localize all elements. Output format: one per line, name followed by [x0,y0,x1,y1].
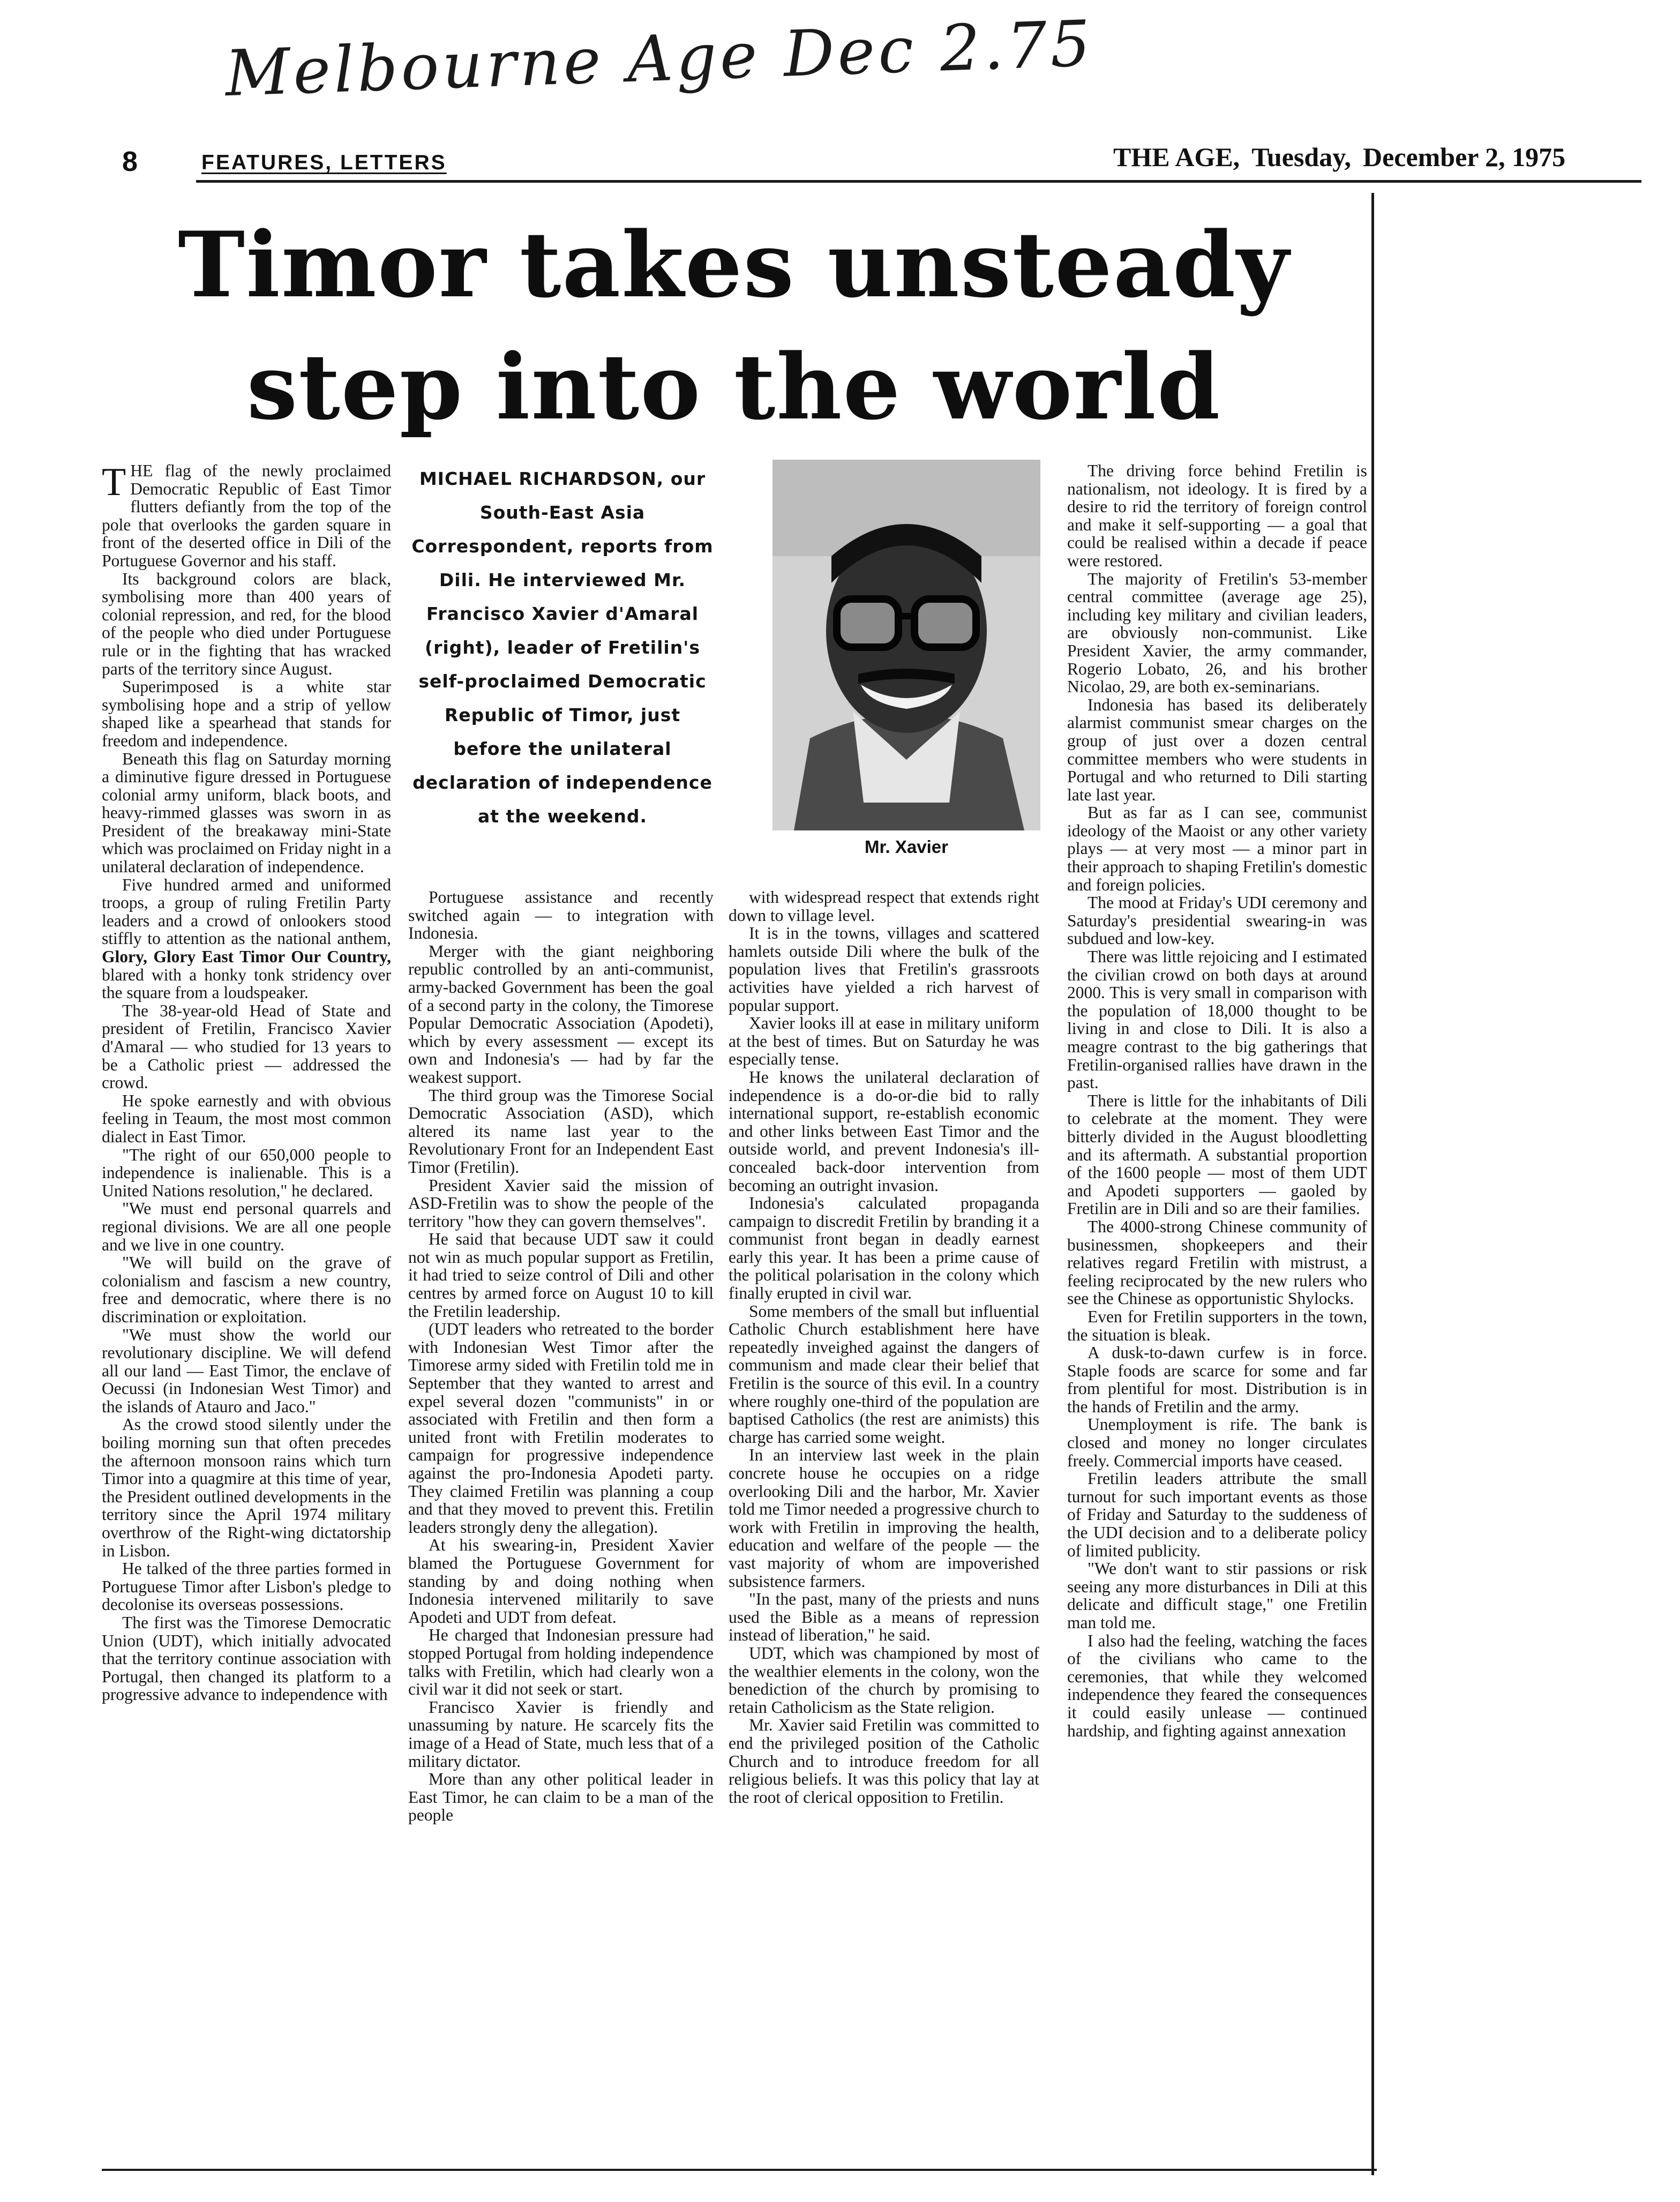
article-paragraph: "We must show the world our revolutionary discipline. We will defend all our land — East Timor, the enclave of Oecussi (in Indonesian West Timor) and the islands of Atauro and Jaco." [102,1325,391,1416]
byline: MICHAEL RICHARDSON, our South-East Asia Correspondent, reports from Dili. He interviewed Mr. Francisco Xavier d'Amaral (right), leader of Fretilin's self-proclaimed Democratic Republic of Timor, just before the unilateral declaration of independence at the weekend. [411,468,714,827]
article-paragraph: "We will build on the grave of colonialism and fascism a new country, free and democratic, where there is no discrimination or exploitation. [102,1253,391,1326]
article-paragraph: It is in the towns, villages and scattered hamlets outside Dili where the bulk of the population lives that Fretilin's grassroots activities have yielded a rich harvest of popular support. [729,924,1039,1015]
article-paragraph: As the crowd stood silently under the boiling morning sun that often precedes the afternoon monsoon rains which turn Timor into a quagmire at this time of year, the President outlined developments in the territory since the April 1974 military overthrow of the Right-wing dictatorship in Lisbon. [102,1415,391,1560]
article-paragraph: Merger with the giant neighboring republic controlled by an anti-communist, army-backed Government has been the goal of a second party in the colony, the Timorese Popular Democratic Association (Apodeti), which by every assessment — except its own and Indonesia's — had by far the weakest support. [408,941,714,1087]
section-label: FEATURES, LETTERS [201,151,447,174]
article-paragraph: Mr. Xavier said Fretilin was committed to end the privileged position of the Catholic Church and to introduce freedom for all religious beliefs. It was this policy that lay at the root of clerical opposition to Fretilin. [729,1716,1039,1807]
drop-cap: T [102,460,126,504]
headline-line-2: step into the world [246,334,1221,440]
article-paragraph: The majority of Fretilin's 53-member central committee (average age 25), including key military and civilian leaders, are obviously non-communist. Like President Xavier, the army commander, Rogerio Lobato, 26, and his brother Nicolao, 29, are both ex-seminarians. [1067,569,1367,696]
handwritten-annotation: Melbourne Age Dec 2.75 [224,6,1095,111]
article-paragraph: (UDT leaders who retreated to the border with Indonesian West Timor after the Timorese army sided with Fretilin told me in September that they wanted to arrest and expel several dozen "communists" in or associated with Fretilin and then form a united front with Fretilin moderates to campaign for progressive independence against the pro-Indonesia Apodeti party. They claimed Fretilin was planning a coup and that they moved to prevent this. Fretilin leaders strongly deny the allegation). [408,1320,714,1537]
article-paragraph: The third group was the Timorese Social Democratic Association (ASD), which altered its name last year to the Revolutionary Front for an Independent East Timor (Fretilin). [408,1085,714,1177]
article-paragraph: Fretilin leaders attribute the small turnout for such important events as those of Friday and Saturday to the suddeness of the UDI decision and to a deliberate policy of limited publicity. [1067,1469,1367,1560]
article-paragraph: Even for Fretilin supporters in the town, the situation is bleak. [1067,1307,1367,1344]
article-column-4 [1067,462,1367,1740]
article-paragraph: "The right of our 650,000 people to independence is inalienable. This is a United Nations resolution," he declared. [102,1145,391,1200]
article-paragraph: Five hundred armed and uniformed troops, a group of ruling Fretilin Party leaders and a crowd of onlookers stood stiffly to attention as the national anthem, Glory, Glory East Timor Our Country, blared with a honky tonk stridency over the square from a loudspeaker. [102,875,391,1002]
article-paragraph: The mood at Friday's UDI ceremony and Saturday's presidential swearing-in was subdued and low-key. [1067,893,1367,948]
article-column-1 [102,462,391,1704]
article-paragraph: Indonesia's calculated propaganda campaign to discredit Fretilin by branding it a communist front began in deadly earnest early this year. It has been a prime cause of the political polarisation in the colony which finally erupted in civil war. [729,1194,1039,1303]
article-paragraph: He talked of the three parties formed in Portuguese Timor after Lisbon's pledge to decolonise its overseas possessions. [102,1559,391,1614]
article-paragraph: I also had the feeling, watching the faces of the civilians who came to the ceremonies, that while they welcomed independence they feared the consequences it could easily unlease — continued hardship, and fighting against annexation [1067,1631,1367,1740]
article-paragraph: Xavier looks ill at ease in military uniform at the best of times. But on Saturday he was especially tense. [729,1014,1039,1069]
header-rule [196,180,1641,183]
portrait-image [772,460,1040,830]
article-paragraph: Francisco Xavier is friendly and unassuming by nature. He scarcely fits the image of a Head of State, much less that of a military dictator. [408,1697,714,1771]
article-paragraph: Beneath this flag on Saturday morning a diminutive figure dressed in Portuguese colonial army uniform, black boots, and heavy-rimmed glasses was sworn in as President of the breakaway mini-State which was proclaimed on Friday night in a unilateral declaration of independence. [102,749,391,877]
photo-caption: Mr. Xavier [865,837,948,857]
article-paragraph: In an interview last week in the plain concrete house he occupies on a ridge overlooking Dili and the harbor, Mr. Xavier told me Timor needed a progressive church to work with Fretilin in improving the health, education and welfare of the people — the vast majority of whom are impoverished subsistence farmers. [729,1445,1039,1591]
article-paragraph: President Xavier said the mission of ASD-Fretilin was to show the people of the territory "how they can govern themselves". [408,1175,714,1231]
article-column-3 [729,888,1039,1806]
article-paragraph: with widespread respect that extends right down to village level. [729,888,1039,925]
article-paragraph: More than any other political leader in East Timor, he can claim to be a man of the people [408,1770,714,1825]
article-paragraph: He spoke earnestly and with obvious feeling in Teaum, the most most common dialect in East Timor. [102,1091,391,1146]
weekday: Tuesday, [1251,142,1351,172]
article-paragraph: There was little rejoicing and I estimated the civilian crowd on both days at around 2000. This is very small in comparison with the population of 18,000 thought to be living in and close to Dili. It is also a meagre contrast to the big gatherings that Fretilin-organised rallies have drawn in the past. [1067,947,1367,1092]
headline [107,204,1361,448]
article-paragraph: "We must end personal quarrels and regional divisions. We are all one people and we live in one country. [102,1199,391,1254]
article-column-2 [408,888,714,1824]
article-paragraph: UDT, which was championed by most of the wealthier elements in the colony, won the benediction of the church by promising to retain Catholicism as the State religion. [729,1643,1039,1717]
article-paragraph: There is little for the inhabitants of Dili to celebrate at the moment. They were bitterly divided in the August bloodletting and its aftermath. A substantial proportion of the 1600 people — most of them UDT and Apodeti supporters — gaoled by Fretilin are in Dili and so are their families. [1067,1091,1367,1218]
article-paragraph: "We don't want to stir passions or risk seeing any more disturbances in Dili at this delicate and difficult stage," one Fretilin man told me. [1067,1559,1367,1632]
article-paragraph: "In the past, many of the priests and nuns used the Bible as a means of repression instead of liberation," he said. [729,1590,1039,1645]
article-paragraph: He said that because UDT saw it could not win as much popular support as Fretilin, it had tried to seize control of Dili and other centres by armed force on August 10 to kill the Fretilin leadership. [408,1230,714,1321]
article-paragraph: Superimposed is a white star symbolising hope and a strip of yellow shaped like a spearhead that stands for freedom and independence. [102,677,391,750]
article-paragraph: But as far as I can see, communist ideology of the Maoist or any other variety plays — at very most — a minor part in their approach to shaping Fretilin's domestic and foreign policies. [1067,803,1367,894]
article-paragraph: The first was the Timorese Democratic Union (UDT), which initially advocated that the territory continue association with Portugal, then changed its platform to a progressive advance to independence with [102,1613,391,1704]
article-paragraph: The 4000-strong Chinese community of businessmen, shopkeepers and their relatives regard Fretilin with mistrust, a feeling reciprocated by the new rulers who see the Chinese as opportunistic Shylocks. [1067,1217,1367,1308]
article-paragraph: THE flag of the newly proclaimed Democratic Republic of East Timor flutters defiantly from the top of the pole that overlooks the garden square in front of the deserted office in Dili of the Portuguese Governor and his staff. [102,460,391,570]
article-paragraph: A dusk-to-dawn curfew is in force. Staple foods are scarce for some and far from plentiful for most. Distribution is in the hands of Fretilin and the army. [1067,1343,1367,1416]
article-paragraph: The 38-year-old Head of State and president of Fretilin, Francisco Xavier d'Amaral — who studied for 13 years to be a Catholic priest — addressed the crowd. [102,1001,391,1092]
article-paragraph: Its background colors are black, symbolising more than 400 years of colonial repression, and red, for the blood of the people who died under Portuguese rule or in the fighting that has wracked parts of the territory since August. [102,569,391,678]
portrait-photo [772,460,1040,830]
page-number: 8 [122,146,138,177]
article-paragraph: At his swearing-in, President Xavier blamed the Portuguese Government for standing by and doing nothing when Indonesia intervened militarily to save Apodeti and UDT from defeat. [408,1536,714,1627]
headline-line-1: Timor takes unsteady [178,212,1290,318]
article-paragraph: He charged that Indonesian pressure had stopped Portugal from holding independence talks with Fretilin, which had clearly won a civil war it did not seek or start. [408,1626,714,1699]
article-paragraph: Indonesia has based its deliberately alarmist communist smear charges on the group of just over a dozen central committee members who were students in Portugal and who returned to Dili starting late last year. [1067,695,1367,804]
newspaper-name: THE AGE, [1113,142,1240,172]
article-paragraph: Portuguese assistance and recently switched again — to integration with Indonesia. [408,888,714,943]
issue-date: December 2, 1975 [1362,142,1566,172]
article-paragraph: Unemployment is rife. The bank is closed and money no longer circulates freely. Commercial imports have ceased. [1067,1415,1367,1470]
footer-rule [102,2169,1377,2171]
article-paragraph: Some members of the small but influential Catholic Church establishment here have repeatedly inveighed against the dangers of communism and made clear their belief that Fretilin is the source of this evil. In a country where roughly one-third of the population are baptised Catholics (the rest are animists) this charge has carried some weight. [729,1301,1039,1447]
article-paragraph: The driving force behind Fretilin is nationalism, not ideology. It is fired by a desire to rid the territory of foreign control and make it self-supporting — a goal that could be realised within a decade if peace were restored. [1067,461,1367,570]
anthem-title: Glory, Glory East Timor Our Country, [102,947,391,967]
column-rule [1371,193,1374,2175]
dateline [1113,141,1577,173]
article-paragraph: He knows the unilateral declaration of independence is a do-or-die bid to rally international support, re-establish economic and other links between East Timor and the outside world, and prevent Indonesia's ill-concealed back-door intervention from becoming an outright invasion. [729,1067,1039,1195]
